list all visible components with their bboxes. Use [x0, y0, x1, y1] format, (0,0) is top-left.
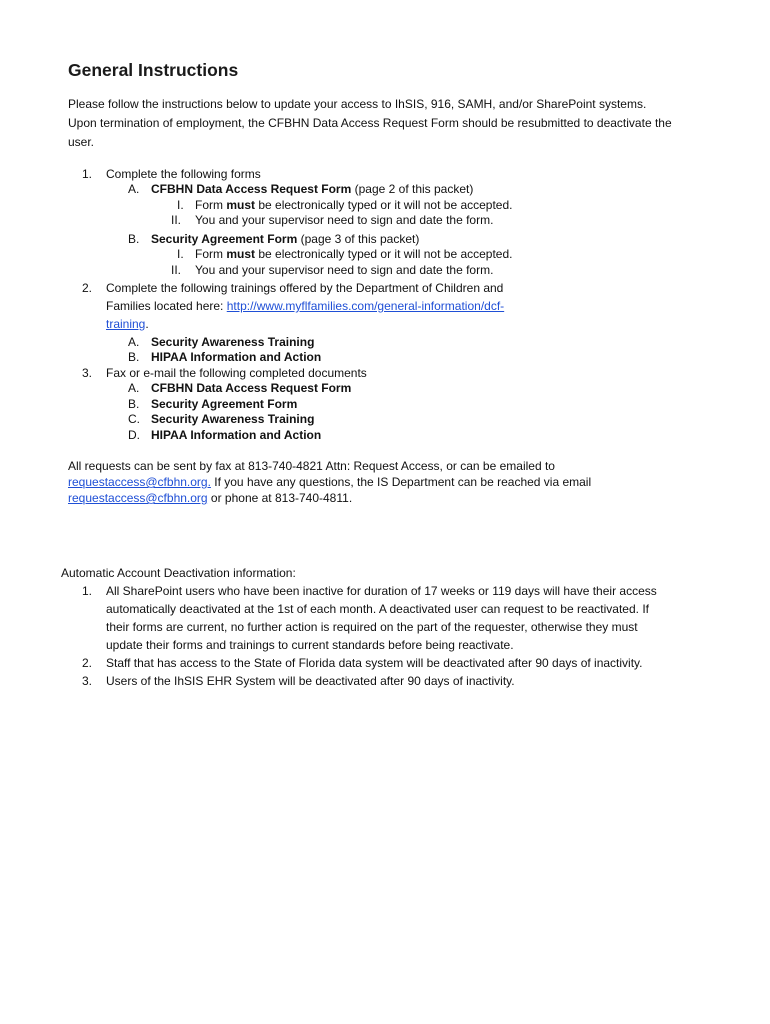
step-3b-letter: B.	[128, 397, 140, 411]
text-post: be electronically typed or it will not be accepted.	[255, 198, 513, 212]
step-1b-ii-number: II.	[171, 263, 182, 277]
step-1-number: 1.	[82, 167, 93, 181]
email-link[interactable]: requestaccess@cfbhn.org	[68, 491, 208, 505]
page-title: General Instructions	[68, 60, 239, 80]
step-3-number: 3.	[82, 366, 93, 380]
step-2b-text: HIPAA Information and Action	[151, 350, 322, 364]
step-2-line-1: Complete the following trainings offered by the Department of Children and	[106, 281, 504, 295]
step-3c-text: Security Awareness Training	[151, 412, 315, 426]
step-1b-i-number: I.	[177, 247, 184, 261]
deactivation-item-1-line-1: All SharePoint users who have been inactive for duration of 17 weeks or 119 days will have their access	[106, 584, 657, 598]
step-3b-text: Security Agreement Form	[151, 397, 298, 411]
text-post: be electronically typed or it will not be accepted.	[255, 247, 513, 261]
text-post: .	[145, 317, 149, 331]
text-pre: Form	[195, 247, 227, 261]
step-2a-letter: A.	[128, 335, 140, 349]
step-1b-item	[151, 232, 419, 246]
text-pre: Families located here:	[106, 299, 227, 313]
text-post: If you have any questions, the IS Department can be reached via email	[210, 475, 592, 489]
deactivation-item-3-number: 3.	[82, 674, 93, 688]
email-link[interactable]: requestaccess@cfbhn.org.	[68, 475, 211, 489]
step-3a-text: CFBHN Data Access Request Form	[151, 381, 352, 395]
step-3d-letter: D.	[128, 428, 140, 442]
step-1a-ii-text: You and your supervisor need to sign and date the form.	[195, 213, 494, 227]
text-post: or phone at 813-740-4811.	[207, 491, 353, 505]
text-pre: Form	[195, 198, 227, 212]
step-1a-ii-number: II.	[171, 213, 182, 227]
text-emphasis: must	[226, 198, 256, 212]
step-3c-letter: C.	[128, 412, 140, 426]
deactivation-item-2-number: 2.	[82, 656, 93, 670]
deactivation-item-1-line-4: update their forms and trainings to current standards before being reactivate.	[106, 638, 514, 652]
text-emphasis: must	[226, 247, 256, 261]
step-3-text: Fax or e-mail the following completed documents	[106, 366, 367, 380]
contact-line-1: All requests can be sent by fax at 813-740-4821 Attn: Request Access, or can be emailed to	[68, 459, 555, 473]
intro-line-2: Upon termination of employment, the CFBHN Data Access Request Form should be resubmitted to deactivate the	[68, 116, 672, 130]
form-note: (page 2 of this packet)	[351, 182, 474, 196]
step-2a-text: Security Awareness Training	[151, 335, 315, 349]
form-name: Security Agreement Form	[151, 232, 298, 246]
contact-line-3	[68, 491, 352, 505]
contact-line-2	[68, 475, 591, 489]
deactivation-item-2-line-1: Staff that has access to the State of Florida data system will be deactivated after 90 days of inactivity.	[106, 656, 643, 670]
deactivation-item-1-line-2: automatically deactivated at the 1st of each month. A deactivated user can request to be reactivated. If	[106, 602, 649, 616]
training-link[interactable]: http://www.myflfamilies.com/general-information/dcf-	[226, 299, 505, 313]
step-2-line-2	[106, 299, 504, 313]
intro-line-3: user.	[68, 135, 95, 149]
step-1b-letter: B.	[128, 232, 140, 246]
step-1b-ii-text: You and your supervisor need to sign and date the form.	[195, 263, 494, 277]
step-1a-letter: A.	[128, 182, 140, 196]
step-3a-letter: A.	[128, 381, 140, 395]
form-name: CFBHN Data Access Request Form	[151, 182, 352, 196]
deactivation-title: Automatic Account Deactivation information:	[61, 566, 296, 580]
step-2b-letter: B.	[128, 350, 140, 364]
step-1-text: Complete the following forms	[106, 167, 261, 181]
step-2-line-3	[106, 317, 149, 331]
intro-line-1: Please follow the instructions below to update your access to IhSIS, 916, SAMH, and/or SharePoint systems.	[68, 97, 647, 111]
step-1a-i-number: I.	[177, 198, 184, 212]
deactivation-item-1-number: 1.	[82, 584, 93, 598]
step-1a-i-text	[195, 198, 513, 212]
deactivation-item-1-line-3: their forms are current, no further action is required on the part of the requester, otherwise they must	[106, 620, 638, 634]
step-3d-text: HIPAA Information and Action	[151, 428, 322, 442]
form-note: (page 3 of this packet)	[297, 232, 420, 246]
training-link-continued[interactable]: training	[106, 317, 146, 331]
deactivation-item-3-line-1: Users of the IhSIS EHR System will be deactivated after 90 days of inactivity.	[106, 674, 515, 688]
step-1a-item	[151, 182, 473, 196]
step-1b-i-text	[195, 247, 513, 261]
step-2-number: 2.	[82, 281, 93, 295]
